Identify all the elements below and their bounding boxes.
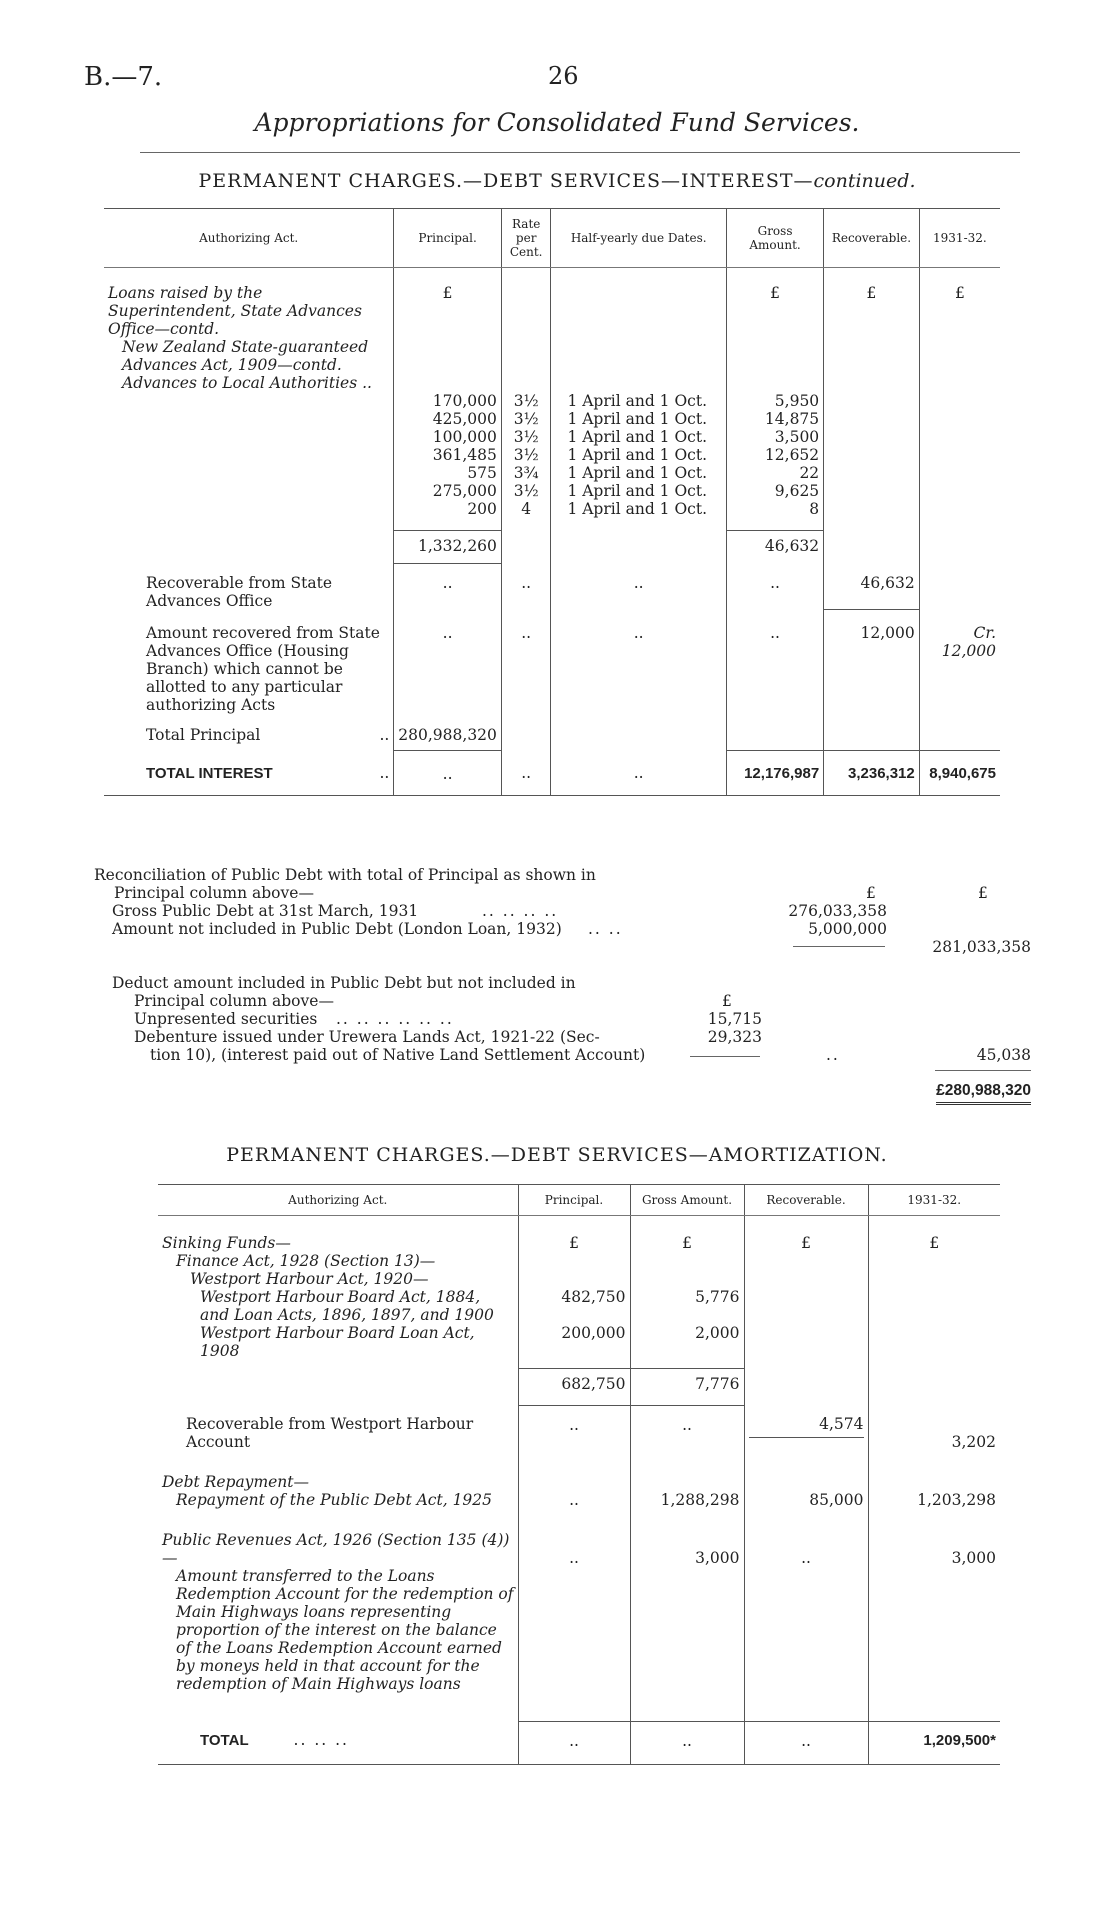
pound-sign: £: [722, 992, 732, 1010]
gross-public-debt-value: 276,033,358: [788, 902, 887, 920]
rate-value: 3½: [513, 482, 539, 500]
empty-dots: ..: [501, 750, 551, 796]
empty-dots: ..: [726, 564, 823, 610]
recovered-value: 12,000: [824, 610, 920, 714]
leader-dots: ..: [362, 374, 372, 392]
subtotal-gross: 46,632: [726, 531, 823, 564]
amortization-header-row: [158, 1185, 1000, 1216]
interest-heading-continued: continued.: [813, 170, 916, 192]
sum-value: 281,033,358: [932, 938, 1031, 956]
page-title: Appropriations for Consolidated Fund Services.: [254, 108, 860, 137]
westport-recoverable-value: 4,574: [749, 1415, 864, 1438]
pound-sign: £: [394, 268, 502, 393]
principal-value: 100,000: [432, 428, 497, 446]
total-principal-label: Total Principal: [146, 725, 261, 744]
leader-dots: .. .. .. ..: [482, 902, 559, 920]
due-dates-value: 1 April and 1 Oct.: [567, 392, 708, 410]
public-revenues-desc: Amount transferred to the Loans Redemption Account for the redemption of Main Highways loans representing proportion of the interest on the balance of the Loans Redemption Account earned by moneys held in that account for the redemption of Main Highways loans: [176, 1567, 514, 1693]
gross-value: 12,652: [764, 446, 820, 464]
due-dates-value: 1 April and 1 Oct.: [567, 464, 708, 482]
rate-value: 3½: [513, 392, 539, 410]
page-number: 26: [548, 62, 579, 90]
wh-board-act-gross: 5,776: [630, 1288, 744, 1324]
repayment-act-label: Repayment of the Public Debt Act, 1925: [176, 1491, 493, 1509]
subtotal-gross: 7,776: [630, 1368, 744, 1405]
empty-dots: ..: [518, 1721, 630, 1765]
rate-value: 3½: [513, 410, 539, 428]
loans-heading: Loans raised by the Superintendent, State Advances Office—contd.: [108, 284, 362, 338]
total-row: [158, 1721, 1000, 1765]
public-revenues-1931-32: 3,000: [868, 1509, 1000, 1721]
final-rule: [935, 1070, 1031, 1071]
pound-sign: £: [824, 268, 920, 393]
wh-loan-act-principal: 200,000: [518, 1324, 630, 1368]
empty-dots: ..: [551, 750, 726, 796]
principal-value: 170,000: [432, 392, 497, 410]
gross-value: 9,625: [774, 482, 820, 500]
amortization-heading: PERMANENT CHARGES.—DEBT SERVICES—AMORTIZATION.: [226, 1144, 888, 1166]
recoverable-value: 46,632: [824, 564, 920, 610]
due-dates-value: 1 April and 1 Oct.: [567, 500, 708, 518]
deduct-intro: Deduct amount included in Public Debt but not included in: [112, 974, 576, 992]
leader-dots: ..: [826, 1046, 840, 1064]
pound-sign: £: [744, 1216, 868, 1289]
wh-board-act-label: Westport Harbour Board Act, 1884, and Loan Acts, 1896, 1897, and 1900: [200, 1288, 494, 1324]
total-recoverable: 3,236,312: [824, 750, 920, 796]
leader-dots: ..: [379, 764, 390, 782]
col-principal: Principal.: [518, 1185, 630, 1216]
col-1931-32: 1931-32.: [919, 209, 1000, 268]
empty-dots: ..: [394, 610, 502, 714]
pound-sign: £: [726, 268, 823, 393]
repayment-gross: 1,288,298: [630, 1451, 744, 1509]
recon-intro: Reconciliation of Public Debt with total of Principal as shown in: [94, 866, 596, 884]
empty-dots: ..: [630, 1721, 744, 1765]
page-reference: B.—7.: [84, 62, 163, 92]
leader-dots: .. .. ..: [293, 1731, 349, 1749]
wh-loan-act-label: Westport Harbour Board Loan Act, 1908: [200, 1324, 475, 1360]
interest-heading-text: PERMANENT CHARGES.—DEBT SERVICES—INTEREST—: [198, 170, 814, 192]
principal-value: 200: [467, 500, 497, 518]
debt-repayment-label: Debt Repayment—: [162, 1473, 310, 1491]
col-gross-amount: Gross Amount.: [630, 1185, 744, 1216]
empty-dots: ..: [744, 1509, 868, 1721]
pound-sign: £: [868, 1216, 1000, 1289]
public-revenues-gross: 3,000: [630, 1509, 744, 1721]
recon-intro-2: Principal column above—: [114, 884, 314, 902]
empty-dots: ..: [551, 564, 726, 610]
subtotal-row: [158, 1368, 1000, 1405]
leader-dots: .. ..: [588, 920, 623, 938]
due-dates-value: 1 April and 1 Oct.: [567, 482, 708, 500]
gross-value: 8: [809, 500, 820, 518]
total-principal-value: 280,988,320: [394, 714, 502, 751]
principal-value: 275,000: [432, 482, 497, 500]
sinking-funds-label: Sinking Funds—: [162, 1234, 291, 1252]
col-principal: Principal.: [394, 209, 502, 268]
empty-dots: ..: [551, 610, 726, 714]
empty-dots: ..: [630, 1405, 744, 1451]
gross-value: 14,875: [764, 410, 820, 428]
debenture-label: Debenture issued under Urewera Lands Act, 1921-22 (Sec-: [134, 1028, 600, 1046]
debenture-label-2: tion 10), (interest paid out of Native Land Settlement Account): [150, 1046, 646, 1064]
pound-sign: £: [630, 1216, 744, 1289]
due-dates-value: 1 April and 1 Oct.: [567, 428, 708, 446]
gross-value: 3,500: [774, 428, 820, 446]
col-rate: Rate per Cent.: [501, 209, 551, 268]
recovered-cr: Cr. 12,000: [919, 610, 1000, 714]
empty-dots: ..: [394, 564, 502, 610]
total-gross: 12,176,987: [726, 750, 823, 796]
finance-act-label: Finance Act, 1928 (Section 13)—: [176, 1252, 436, 1270]
wh-board-act-principal: 482,750: [518, 1288, 630, 1324]
not-included-label: Amount not included in Public Debt (London Loan, 1932): [112, 920, 562, 938]
due-dates-value: 1 April and 1 Oct.: [567, 446, 708, 464]
col-recoverable: Recoverable.: [824, 209, 920, 268]
col-gross-amount: Gross Amount.: [726, 209, 823, 268]
table-row: [158, 1451, 1000, 1509]
westport-recoverable-label: Recoverable from Westport Harbour Account: [186, 1415, 474, 1451]
empty-dots: ..: [394, 750, 502, 796]
total-1931-32: 8,940,675: [919, 750, 1000, 796]
col-authorizing-act: Authorizing Act.: [158, 1185, 518, 1216]
amortization-total-label: TOTAL: [200, 1732, 249, 1749]
gross-public-debt-label: Gross Public Debt at 31st March, 1931: [112, 902, 419, 920]
empty-dots: ..: [501, 564, 551, 610]
amortization-total-1931-32: 1,209,500*: [868, 1721, 1000, 1765]
amortization-table: [158, 1184, 1000, 1765]
rate-value: 3½: [513, 446, 539, 464]
pound-sign: £: [919, 268, 1000, 393]
pound-sign: £: [978, 884, 988, 902]
rate-value: 3½: [513, 428, 539, 446]
table-row: [158, 1288, 1000, 1324]
recovered-label: Amount recovered from State Advances Office (Housing Branch) which cannot be allotted to any particular authorizing Acts: [146, 623, 380, 714]
col-recoverable: Recoverable.: [744, 1185, 868, 1216]
subtotal-principal: 682,750: [518, 1368, 630, 1405]
deduct-rule: [690, 1056, 760, 1057]
subtotal-principal: 1,332,260: [394, 531, 502, 564]
rate-value: 4: [521, 500, 532, 518]
westport-act-label: Westport Harbour Act, 1920—: [190, 1270, 429, 1288]
gross-value: 5,950: [774, 392, 820, 410]
unpresented-label: Unpresented securities: [134, 1010, 318, 1028]
rate-value: 3¾: [513, 464, 539, 482]
repayment-1931-32: 1,203,298: [868, 1451, 1000, 1509]
repayment-recoverable: 85,000: [744, 1451, 868, 1509]
col-authorizing-act: Authorizing Act.: [104, 209, 394, 268]
not-included-value: 5,000,000: [808, 920, 887, 938]
empty-dots: ..: [518, 1451, 630, 1509]
reconciliation-total: £280,988,320: [936, 1082, 1031, 1105]
sum-rule: [793, 946, 885, 947]
unpresented-value: 15,715: [707, 1010, 762, 1028]
leader-dots: ..: [379, 725, 390, 744]
empty-dots: ..: [726, 610, 823, 714]
table-row: [158, 1509, 1000, 1721]
due-dates-value: 1 April and 1 Oct.: [567, 410, 708, 428]
westport-1931-32: 3,202: [868, 1405, 1000, 1451]
pound-sign: £: [866, 884, 876, 902]
principal-value: 575: [467, 464, 497, 482]
deduct-intro-2: Principal column above—: [134, 992, 334, 1010]
table-row: [158, 1405, 1000, 1451]
pound-sign: £: [518, 1216, 630, 1289]
principal-value: 361,485: [432, 446, 497, 464]
empty-dots: ..: [501, 610, 551, 714]
table-row: [158, 1216, 1000, 1289]
empty-dots: ..: [744, 1721, 868, 1765]
recoverable-label: Recoverable from State Advances Office: [146, 573, 333, 610]
principal-value: 425,000: [432, 410, 497, 428]
table-row: [158, 1324, 1000, 1368]
nz-act-heading: New Zealand State-guaranteed Advances Act, 1909—contd.: [122, 338, 369, 374]
empty-dots: ..: [518, 1405, 630, 1451]
wh-loan-act-gross: 2,000: [630, 1324, 744, 1368]
gross-value: 22: [799, 464, 820, 482]
leader-dots: .. .. .. .. .. ..: [336, 1010, 454, 1028]
advances-label-text: Advances to Local Authorities: [122, 374, 358, 392]
debenture-value: 29,323: [707, 1028, 762, 1046]
col-1931-32: 1931-32.: [868, 1185, 1000, 1216]
total-interest-label: TOTAL INTEREST: [146, 765, 273, 782]
col-due-dates: Half-yearly due Dates.: [551, 209, 726, 268]
public-revenues-act-label: Public Revenues Act, 1926 (Section 135 (4))—: [162, 1531, 510, 1567]
empty-dots: ..: [518, 1509, 630, 1721]
deduct-total: 45,038: [976, 1046, 1031, 1064]
